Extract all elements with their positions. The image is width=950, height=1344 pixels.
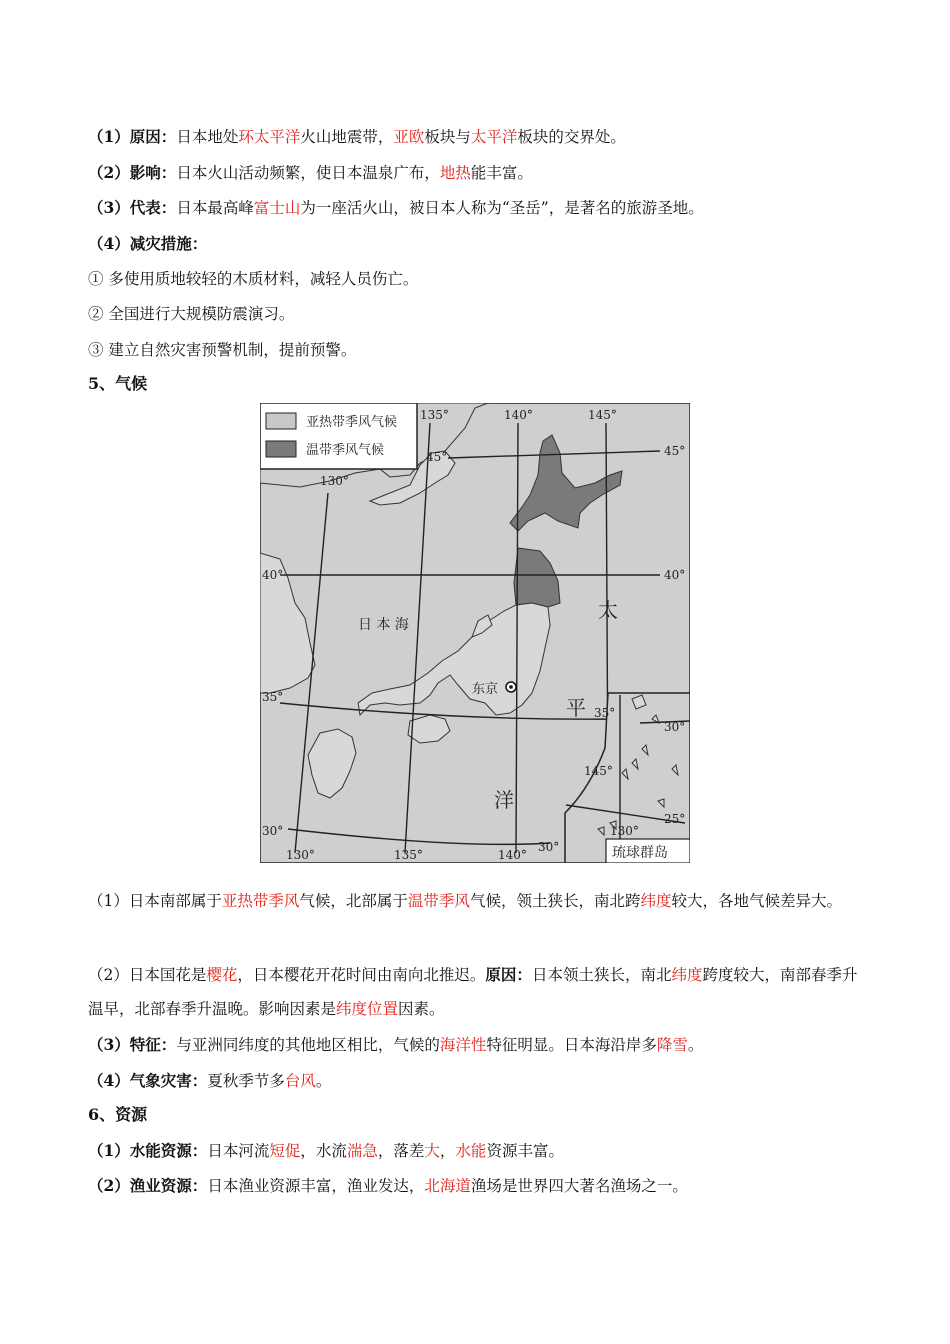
item-number: （1） [88, 892, 129, 910]
item-label: 代表： [129, 198, 177, 217]
body-text: 板块的交界处。 [517, 128, 626, 146]
item-label: 渔业资源： [129, 1176, 208, 1195]
highlight-text: 樱花 [206, 966, 238, 984]
body-text: 因素。 [398, 1000, 445, 1018]
climate-item-3 [88, 1034, 703, 1056]
lat-label: 45° [426, 450, 448, 464]
body-text: 日本渔业资源丰富，渔业发达， [207, 1177, 425, 1195]
tokyo-label: 东京 [472, 682, 499, 697]
ocean-char-1: 太 [598, 598, 618, 622]
body-text: ，落差 [377, 1142, 425, 1160]
highlight-text: 太平洋 [470, 128, 518, 146]
lat-label: 40° [262, 568, 284, 582]
body-text: 与亚洲同纬度的其他地区相比，气候的 [176, 1036, 440, 1054]
highlight-text: 温带季风 [407, 892, 470, 910]
body-text: 日本火山活动频繁，使日本温泉广布， [176, 164, 440, 182]
lat-label: 30° [262, 824, 284, 838]
lat-label: 30° [538, 840, 560, 854]
highlight-text: 亚欧 [393, 128, 425, 146]
body-text: 日本地处 [176, 128, 239, 146]
body-text: 日本河流 [207, 1142, 270, 1160]
measure-1: ① 多使用质地较轻的木质材料，减轻人员伤亡。 [88, 270, 419, 288]
body-text: 。 [687, 1036, 704, 1054]
lon-label: 130° [610, 824, 639, 838]
highlight-text: 降雪 [656, 1036, 688, 1054]
body-text: 气候，领土狭长，南北跨 [469, 892, 641, 910]
resource-item-1 [88, 1140, 564, 1162]
measure-3: ③ 建立自然灾害预警机制，提前预警。 [88, 341, 357, 359]
climate-item-2 [88, 958, 868, 1026]
lon-label: 130° [286, 848, 315, 862]
body-text: 特征明显。日本海沿岸多 [486, 1036, 657, 1054]
lon-label: 145° [588, 408, 617, 422]
item-number: （4） [88, 234, 130, 253]
body-text: 跨度较大，南部春季升温早，北部春季升温晚。影响因素是 [88, 966, 858, 1018]
highlight-text: 地热 [439, 164, 471, 182]
highlight-text: 台风 [284, 1072, 316, 1090]
cause-line [88, 126, 626, 148]
item-number: （1） [88, 1141, 130, 1160]
body-text: 日本最高峰 [176, 199, 254, 217]
climate-item-4 [88, 1070, 331, 1092]
body-text: 能丰富。 [470, 164, 533, 182]
lon-label: 135° [394, 848, 423, 862]
lat-label: 45° [664, 444, 686, 458]
item-number: （4） [88, 1071, 130, 1090]
lon-label: 130° [320, 474, 349, 488]
lon-label: 140° [504, 408, 533, 422]
lat-label: 35° [262, 690, 284, 704]
body-text: 日本南部属于 [128, 892, 222, 910]
body-text: 资源丰富。 [486, 1142, 564, 1160]
highlight-text: 海洋性 [439, 1036, 487, 1054]
body-text: 火山地震带， [300, 128, 394, 146]
legend-swatch-subtropical [266, 413, 296, 429]
lat-label: 25° [664, 812, 686, 826]
impact-line [88, 162, 533, 184]
item-number: （2） [88, 1176, 130, 1195]
climate-item-1 [88, 884, 868, 918]
highlight-text: 富士山 [253, 199, 301, 217]
item-label: 减灾措施： [129, 234, 208, 253]
sea-of-japan-label: 日 本 海 [358, 617, 409, 633]
ocean-char-2: 平 [566, 696, 586, 720]
item-label: 影响： [129, 163, 177, 182]
item-label: 气象灾害： [129, 1071, 208, 1090]
highlight-text: 短促 [269, 1142, 301, 1160]
body-text: ， [439, 1142, 456, 1160]
legend-swatch-temperate [266, 441, 296, 457]
tokyo-marker-dot [509, 685, 513, 689]
legend-label-temperate: 温带季风气候 [306, 443, 385, 458]
highlight-text: 大 [424, 1142, 440, 1160]
lon-label: 135° [420, 408, 449, 422]
body-text: 日本国花是 [128, 966, 207, 984]
highlight-text: 纬度 [671, 966, 703, 984]
japan-climate-map [260, 403, 690, 863]
highlight-text: 湍急 [346, 1142, 378, 1160]
item-number: （2） [88, 966, 129, 984]
lat-label: 35° [594, 706, 616, 720]
measure-2: ② 全国进行大规模防震演习。 [88, 305, 295, 323]
lon-label: 145° [584, 764, 613, 778]
ocean-char-3: 洋 [494, 788, 514, 812]
mitigation-heading [88, 233, 207, 255]
body-text: 。 [315, 1072, 332, 1090]
body-text: ，水流 [300, 1142, 347, 1160]
climate-heading: 5、气候 [88, 374, 148, 393]
item-number: （1） [88, 127, 130, 146]
inset-label: 琉球群岛 [612, 845, 668, 861]
highlight-text: 纬度位置 [336, 1000, 399, 1018]
item-number: （3） [88, 1035, 130, 1054]
body-text: 为一座活火山，被日本人称为“圣岳”，是著名的旅游圣地。 [300, 199, 704, 217]
item-label: 原因： [129, 127, 177, 146]
lon-label: 140° [498, 848, 527, 862]
item-number: （2） [88, 163, 130, 182]
body-text: 日本领土狭长，南北 [531, 966, 672, 984]
body-text: 较大，各地气候差异大。 [671, 892, 842, 910]
representative-line [88, 197, 704, 219]
lat-label: 40° [664, 568, 686, 582]
body-text: 渔场是世界四大著名渔场之一。 [470, 1177, 688, 1195]
item-label: 特征： [129, 1035, 177, 1054]
legend-label-subtropical: 亚热带季风气候 [306, 415, 398, 430]
body-text: 板块与 [424, 128, 471, 146]
highlight-text: 纬度 [640, 892, 672, 910]
item-label: 水能资源： [129, 1141, 208, 1160]
highlight-text: 亚热带季风 [221, 892, 300, 910]
item-number: （3） [88, 198, 130, 217]
body-text: 气候，北部属于 [299, 892, 408, 910]
body-text: 夏秋季节多 [207, 1072, 285, 1090]
highlight-text: 环太平洋 [238, 128, 301, 146]
resources-heading: 6、资源 [88, 1105, 148, 1124]
highlight-text: 水能 [455, 1142, 487, 1160]
resource-item-2 [88, 1175, 688, 1197]
body-text: 原因： [485, 965, 532, 984]
highlight-text: 北海道 [424, 1177, 471, 1195]
lat-label: 30° [664, 720, 686, 734]
body-text: ，日本樱花开花时间由南向北推迟。 [237, 966, 486, 984]
